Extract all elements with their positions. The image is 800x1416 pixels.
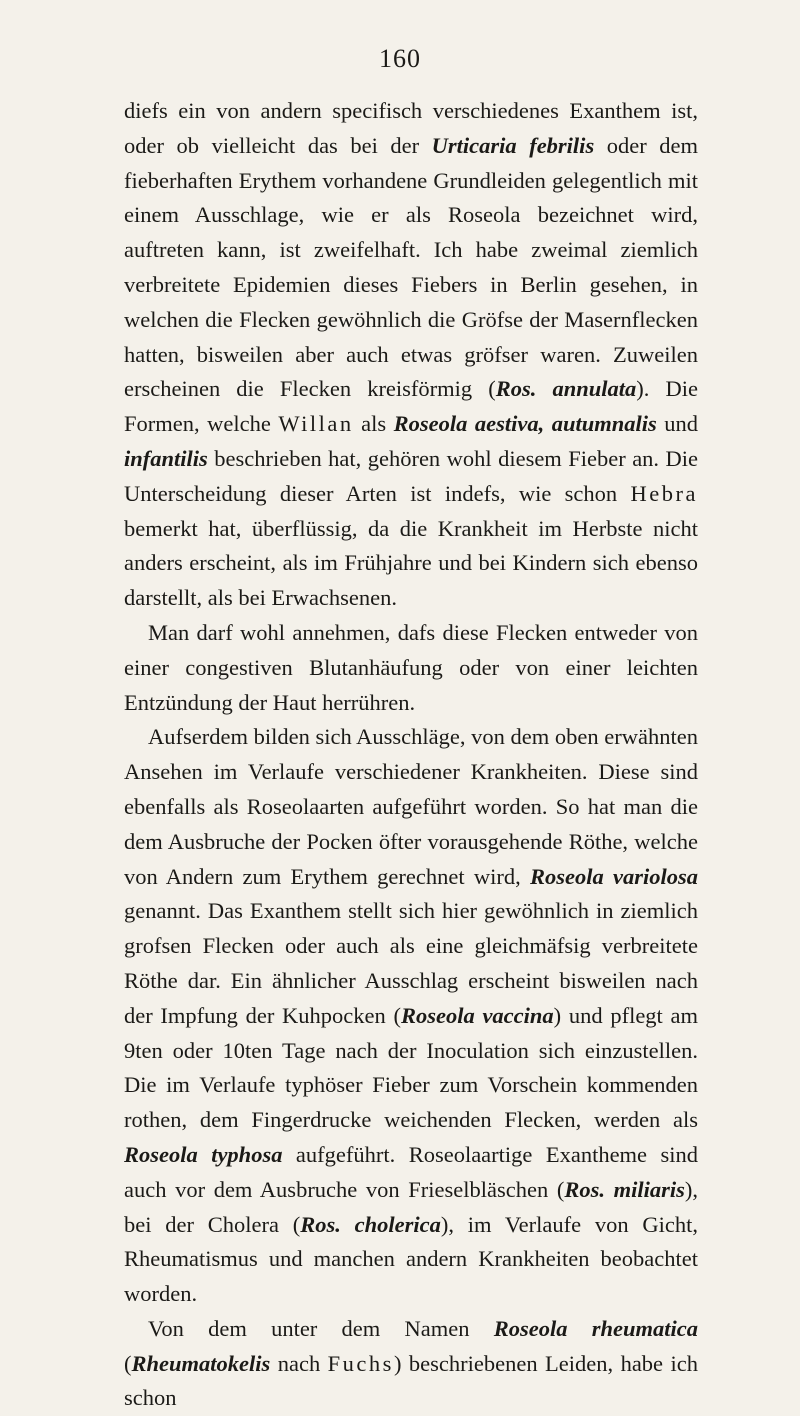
text-run: genannt. Das Exanthem stellt sich hier gewöhnlich in ziemlich grofsen Flecken oder auch als eine gleichmäfsig verbreitete Röthe dar. Ein ähnlicher Ausschlag erscheint bisweilen nach der Impfung der Kuhpocken ( (124, 898, 698, 1028)
text-run: ) beschriebenen Leiden, habe ich schon (124, 1350, 698, 1411)
text-run: oder dem fieberhaften Erythem vorhandene Grundleiden gelegentlich mit einem Ausschlage, wie er als Roseola bezeichnet wird, auftreten kann, ist zweifelhaft. Ich habe zweimal ziemlich verbreitete Epidemien dieses Fiebers in Berlin gesehen, in welchen die Flecken gewöhnlich die Gröfse der Masernflecken hatten, bisweilen aber auch etwas gröfser waren. Zuweilen erscheinen die Flecken kreisförmig ( (124, 132, 699, 402)
italic-term: Roseola aestiva, autumnalis (393, 411, 657, 437)
text-run: ( (124, 1350, 132, 1376)
author-name: Willan (278, 411, 354, 437)
page-number: 160 (379, 44, 421, 73)
text-run: beschrieben hat, gehören wohl diesem Fieber an. Die Unterscheidung dieser Arten ist indefs, wie schon (124, 445, 698, 506)
text-run: bemerkt hat, überflüssig, da die Krankheit im Herbste nicht anders erscheint, als im Frühjahre und bei Kindern sich ebenso darstellt, als bei Erwachsenen. (124, 515, 698, 611)
text-run: nach (270, 1350, 328, 1376)
italic-term: Roseola typhosa (124, 1141, 283, 1167)
italic-term: Roseola vaccina (400, 1002, 554, 1028)
italic-term: Urticaria febrilis (431, 132, 595, 158)
text-run: ), im Verlaufe von Gicht, Rheumatismus und manchen andern Krankheiten beobachtet worden. (124, 1211, 698, 1307)
paragraph (124, 94, 698, 616)
text-run: Man darf wohl annehmen, dafs diese Flecken entweder von einer congestiven Blutanhäufung oder von einer leichten Entzündung der Haut herrühren. (124, 619, 698, 715)
paragraph (124, 720, 698, 1312)
text-run: ). Die Formen, welche (124, 376, 698, 437)
italic-term: Ros. annulata (495, 376, 637, 402)
italic-term: Rheumatokelis (131, 1350, 271, 1376)
italic-term: Roseola rheumatica (493, 1315, 699, 1341)
text-run: Aufserdem bilden sich Ausschläge, von dem oben erwähnten Ansehen im Verlaufe verschiedener Krankheiten. Diese sind ebenfalls als Roseolaarten aufgeführt worden. So hat man die dem Ausbruche der Pocken öfter vorausgehende Röthe, welche von Andern zum Erythem gerechnet wird, (124, 724, 698, 889)
text-run: ) und pflegt am 9ten oder 10ten Tage nach der Inoculation sich einzustellen. Die im Verlaufe typhöser Fieber zum Vorschein kommenden rothen, dem Fingerdrucke weichenden Flecken, werden als (124, 1002, 698, 1133)
italic-term: Roseola variolosa (529, 863, 698, 889)
paragraph (124, 1312, 698, 1416)
text-run: aufgeführt. Roseolaartige Exantheme sind auch vor dem Ausbruche von Frieselbläschen ( (124, 1141, 699, 1202)
author-name: Hebra (630, 480, 698, 506)
author-name: Fuchs (327, 1350, 394, 1376)
text-run: und (656, 411, 698, 437)
italic-term: Ros. miliaris (564, 1176, 685, 1202)
text-run: ), bei der Cholera ( (124, 1176, 698, 1237)
italic-term: infantilis (124, 445, 208, 471)
italic-term: Ros. cholerica (300, 1211, 441, 1237)
text-run: als (353, 411, 394, 437)
text-run: Von dem unter dem Namen (148, 1315, 494, 1341)
body-text (124, 94, 698, 1416)
text-run: diefs ein von andern specifisch verschiedenes Exanthem ist, oder ob vielleicht das bei der (124, 98, 698, 158)
paragraph (124, 616, 698, 720)
